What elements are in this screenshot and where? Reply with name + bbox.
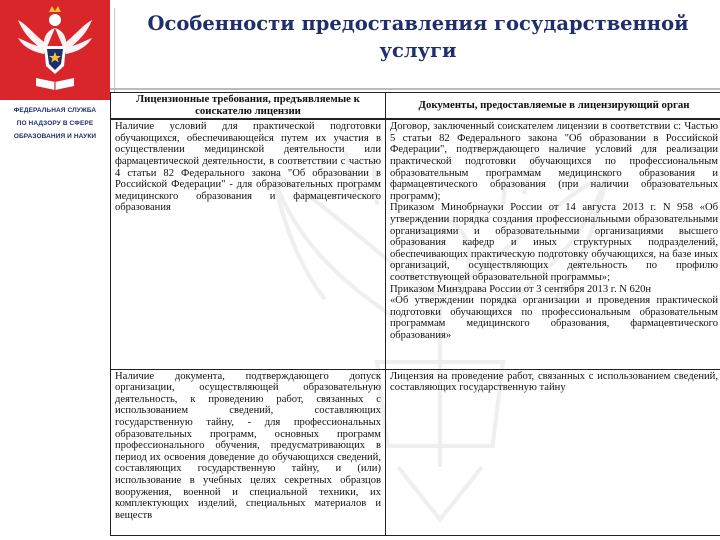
- header-divider: [114, 8, 115, 92]
- table-header-row: [111, 93, 720, 120]
- table-cell-documents: [386, 369, 720, 535]
- column-header-documents: Документы, предоставляемые в лицензирующий орган: [386, 93, 720, 120]
- page-title-line-2: услуги: [379, 39, 457, 62]
- agency-caption: [0, 104, 110, 143]
- page-title-line-1: Особенности предоставления государственной: [147, 12, 689, 35]
- licensing-requirements-table: [110, 92, 720, 536]
- page-title: [118, 10, 718, 64]
- title-rule: [110, 88, 720, 90]
- table-cell-requirement: [111, 119, 386, 369]
- agency-logo: [0, 0, 110, 140]
- agency-name-line-1: ФЕДЕРАЛЬНАЯ СЛУЖБА: [13, 107, 97, 114]
- documents-text: Лицензия на проведение работ, связанных с использованием сведений, составляющих государственную тайну: [390, 370, 718, 394]
- requirement-text: Наличие документа, подтверждающего допуск организации, осуществляющей образовательную деятельность, к проведению работ, связанных с использованием сведений, составляющих государственную тайну, - для профессиональных образовательных программ, основных программ профессионального обучения, предусматривающих в период их освоения доведение до обучающихся сведений, составляющих государственную тайну, и (или) использование в учебных целях секретных образцов вооружения, военной и специальной техники, их комплектующих изделий, специальных материалов и веществ: [115, 370, 381, 521]
- documents-text: Договор, заключенный соискателем лицензии в соответствии с: Частью 5 статьи 82 Федерального закона "Об образовании в Российской Федерации", подтверждающего наличие условий для реализации практической подготовки обучающихся по профессиональным образовательным программам медицинского образования и фармацевтического образования (при наличии образовательных программ); Приказом Минобрнауки России от 14 августа 2013 г. N 958 «Об утверждении порядка создания профессиональными образовательными организациями и образовательными организациями высшего образования кафедр и иных структурных подразделений, обеспечивающих практическую подготовку обучающихся, на базе иных организаций, осуществляющих деятельность по профилю соответствующей образовательной программы»; Приказом Минздрава России от 3 сентября 2013 г. N 620н «Об утверждении порядка организации и проведения практической подготовки обучающихся по профессиональным образовательным программам медицинского образования, фармацевтического образования»: [390, 121, 718, 341]
- requirement-text: Наличие условий для практической подготовки обучающихся, обеспечивающейся путем их участия в осуществлении медицинской деятельности или фармацевтической деятельности, в соответствии с частью 4 статьи 82 Федерального закона "Об образовании в Российской Федерации" - для образовательных программ медицинского образования и фармацевтического образования: [115, 121, 381, 214]
- logo-badge: [0, 0, 110, 100]
- rosobrnadzor-emblem-icon: [0, 0, 110, 100]
- agency-name-line-2: ПО НАДЗОРУ В СФЕРЕ: [16, 120, 94, 127]
- table-row: [111, 119, 720, 369]
- table-cell-requirement: [111, 369, 386, 535]
- column-header-requirements: Лицензионные требования, предъявляемые к соискателю лицензии: [111, 93, 386, 120]
- agency-name-line-3: ОБРАЗОВАНИЯ И НАУКИ: [13, 133, 97, 140]
- table-row: [111, 369, 720, 535]
- table-cell-documents: [386, 119, 720, 369]
